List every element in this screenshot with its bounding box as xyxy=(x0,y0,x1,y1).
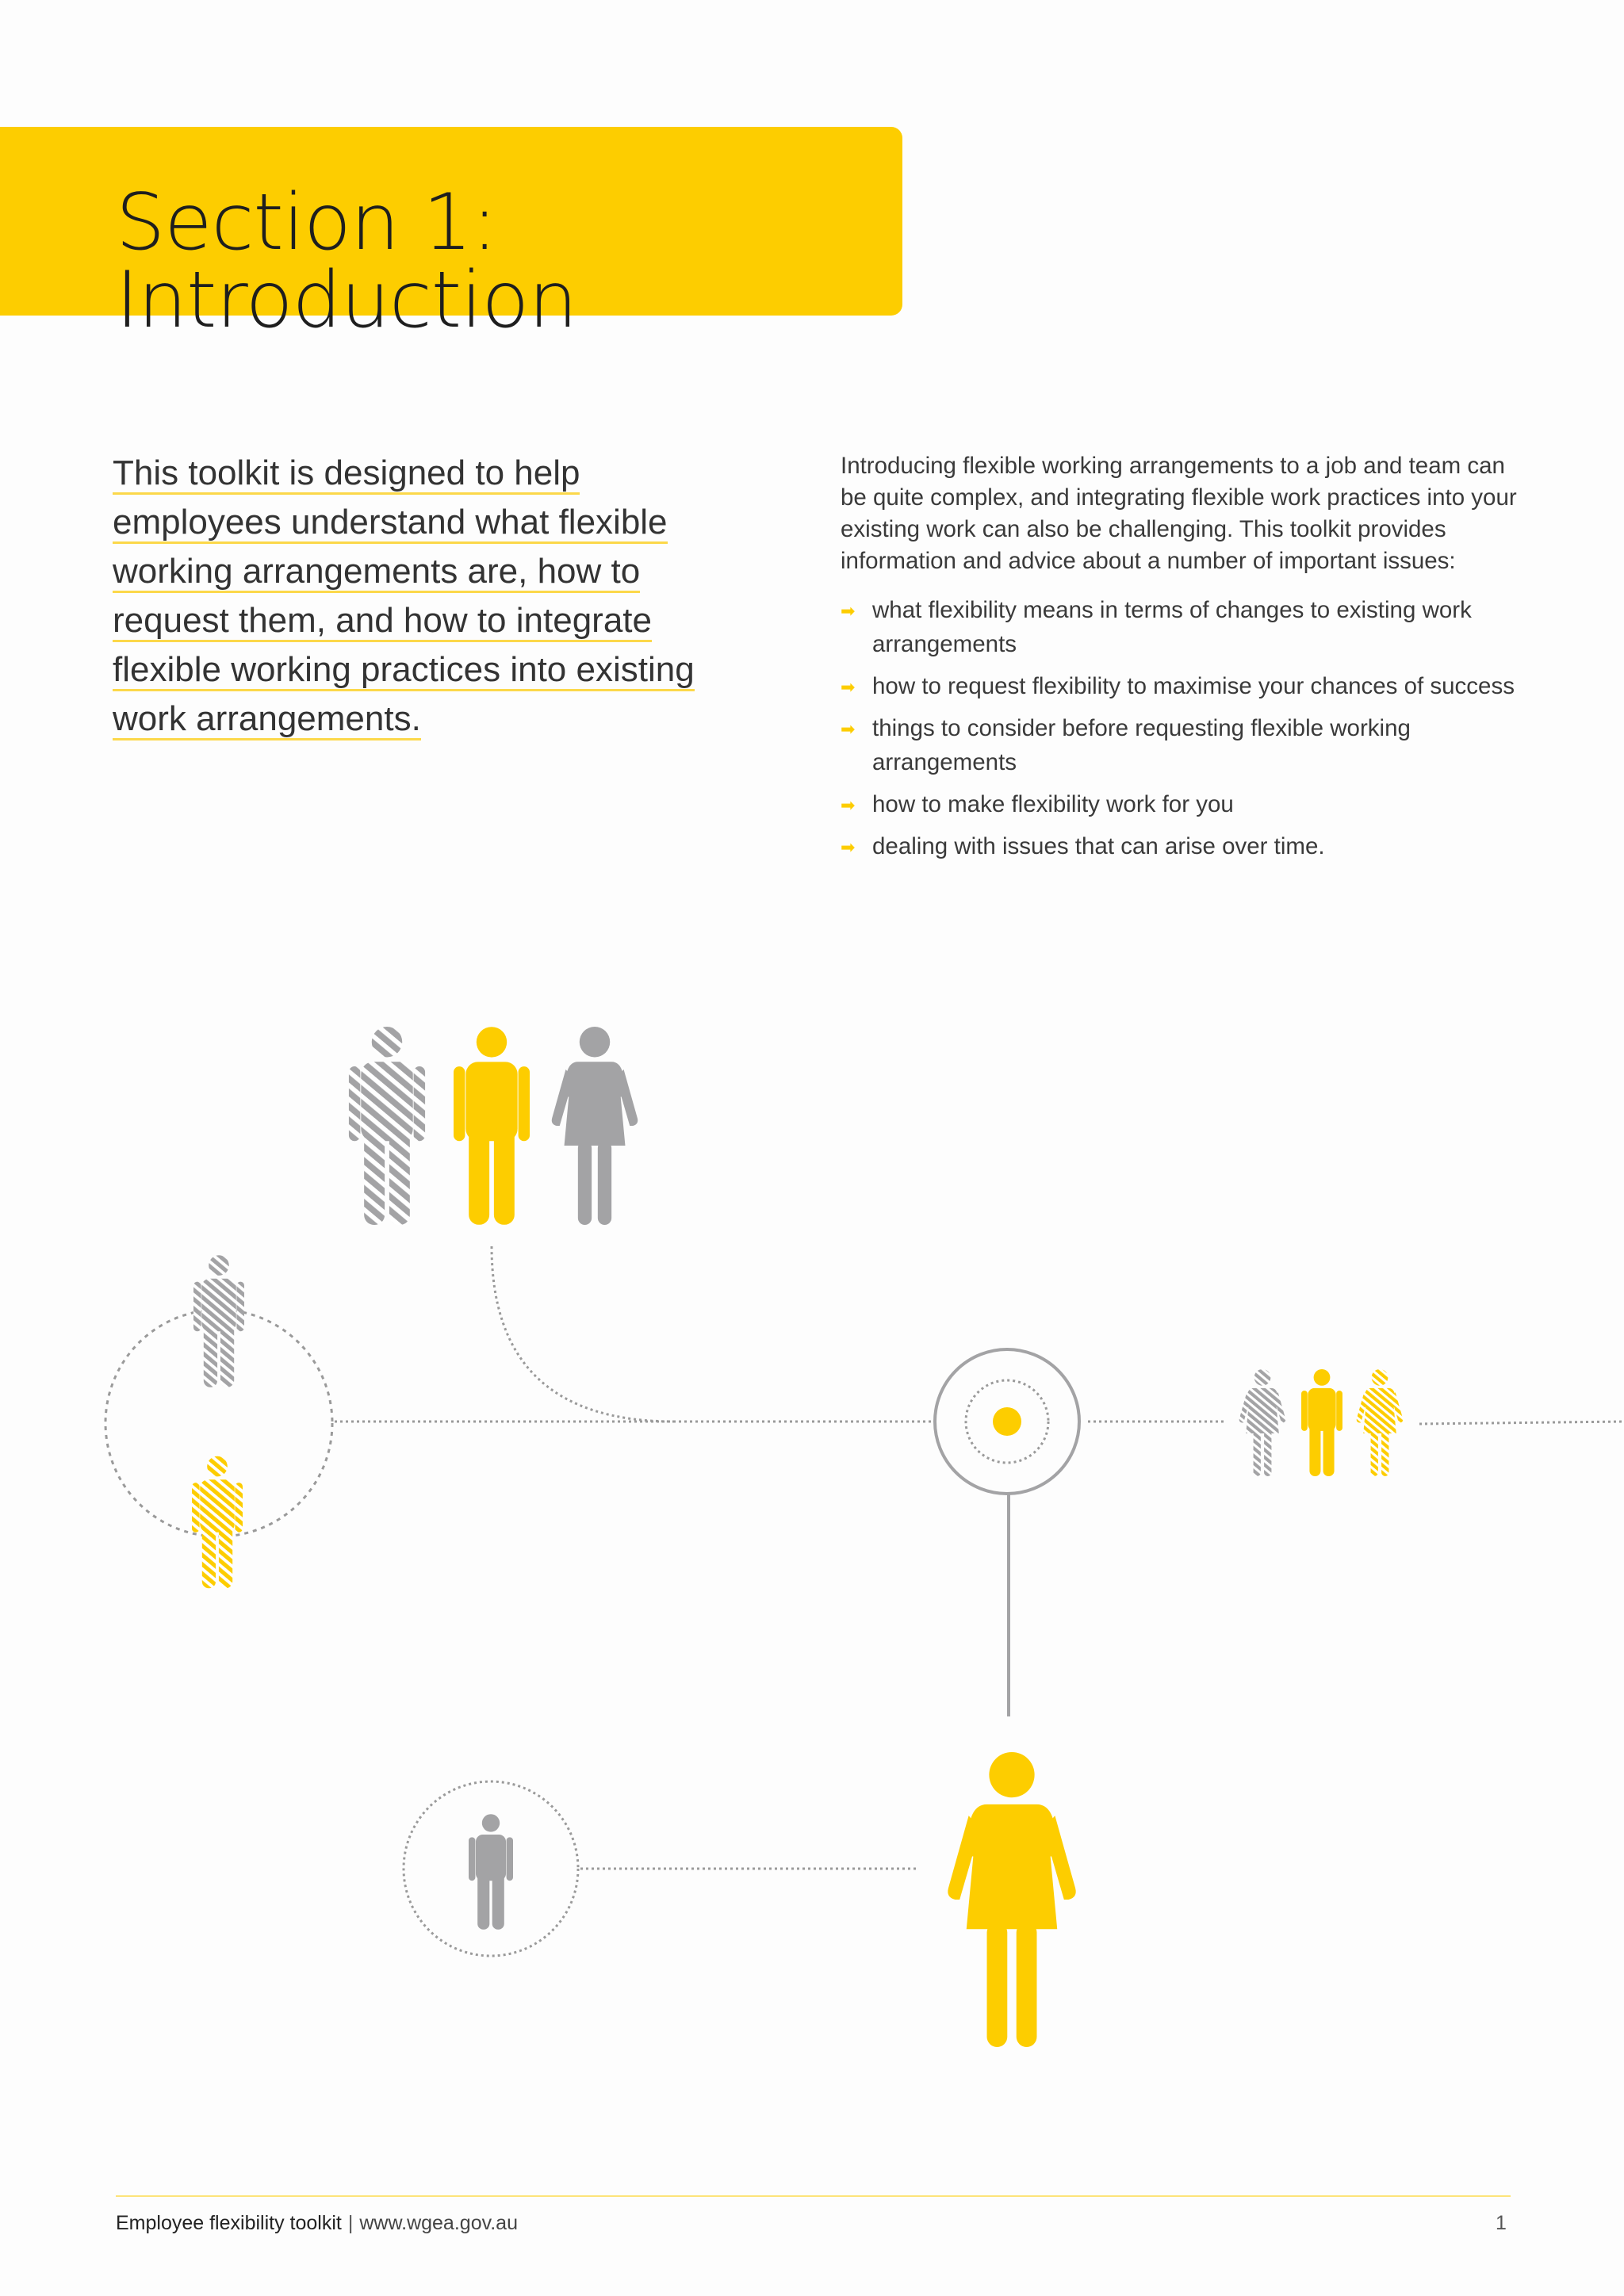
gray-man-icon xyxy=(469,1814,513,1930)
intro-paragraph: Introducing flexible working arrangements to a job and team can be quite complex, and integrating flexible work practices into your existing work can also be challenging. This toolkit provides information and advice about a number of important issues: xyxy=(841,453,1517,574)
footer xyxy=(116,2212,518,2235)
page-number: 1 xyxy=(1496,2212,1507,2234)
lead-line: This toolkit is designed to help xyxy=(113,453,580,495)
gray-woman-icon xyxy=(552,1027,638,1225)
connector-curve xyxy=(492,1246,674,1422)
hatched-man-icon xyxy=(349,1027,425,1225)
lead-line: work arrangements. xyxy=(113,699,421,740)
connector-line xyxy=(1419,1422,1624,1424)
arrow-bullet-icon: ➡ xyxy=(841,601,856,621)
large-yellow-woman-icon xyxy=(948,1752,1075,2047)
yellow-man-icon xyxy=(454,1027,530,1225)
footer-url[interactable]: www.wgea.gov.au xyxy=(359,2212,518,2234)
lead-line: working arrangements are, how to xyxy=(113,552,640,593)
footer-separator: | xyxy=(347,2212,354,2234)
arrow-bullet-icon: ➡ xyxy=(841,677,856,697)
lead-line: flexible working practices into existing xyxy=(113,650,695,691)
page-title: Section 1: Introduction xyxy=(116,178,577,346)
list-item-text: what flexibility means in terms of changes to existing work arrangements xyxy=(872,597,1472,657)
list-item-text: dealing with issues that can arise over time. xyxy=(872,833,1325,859)
list-item-text: things to consider before requesting flexible working arrangements xyxy=(872,715,1411,775)
list-item-text: how to make flexibility work for you xyxy=(872,791,1234,817)
lead-line: request them, and how to integrate xyxy=(113,601,652,642)
hatched-yellow-woman-icon xyxy=(1357,1369,1404,1476)
arrow-bullet-icon: ➡ xyxy=(841,719,856,739)
target-center-dot xyxy=(993,1407,1021,1436)
list-item-text: how to request flexibility to maximise your chances of success xyxy=(872,673,1515,699)
lead-line: employees understand what flexible xyxy=(113,503,668,544)
hatched-man-icon xyxy=(193,1255,244,1387)
footer-title: Employee flexibility toolkit xyxy=(116,2212,342,2234)
hatched-woman-icon xyxy=(1239,1369,1286,1476)
arrow-bullet-icon: ➡ xyxy=(841,837,856,857)
hatched-yellow-man-icon xyxy=(192,1456,243,1588)
arrow-bullet-icon: ➡ xyxy=(841,795,856,815)
yellow-man-icon xyxy=(1301,1369,1342,1476)
footer-divider xyxy=(116,2195,1511,2197)
